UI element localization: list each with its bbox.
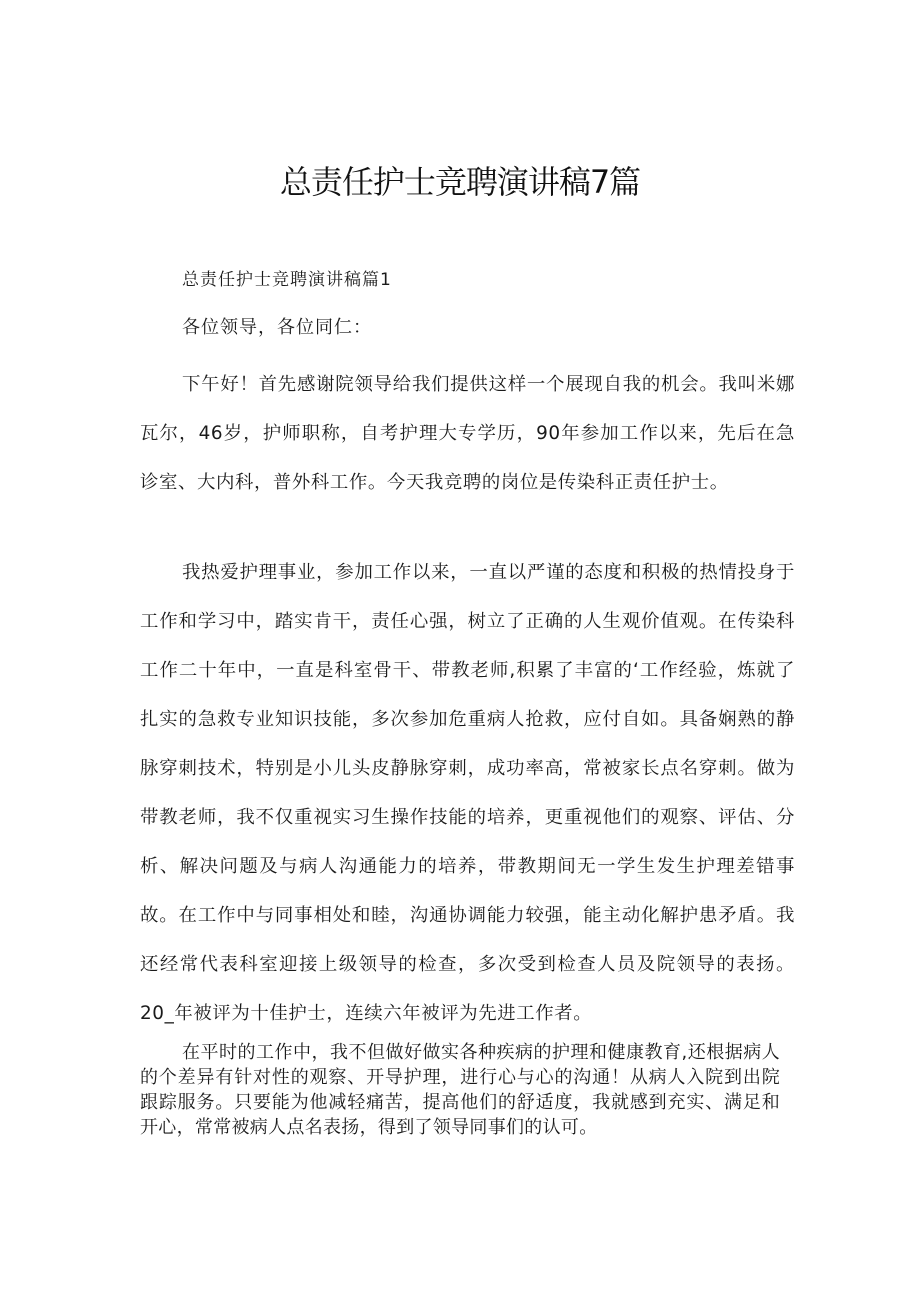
paragraph-3: 在平时的工作中，我不但做好做实各种疾病的护理和健康教育,还根据病人的个差异有针对性的观察、开导护理，进行心与心的沟通！从病人入院到出院跟踪服务。只要能为他减轻痛苦，提高他们的舒适度，我就感到充实、满足和开心，常常被病人点名表扬，得到了领导同事们的认可。 — [140, 1042, 780, 1138]
section-title: 总责任护士竞聘演讲稿篇1 — [182, 270, 392, 290]
greeting: 各位领导，各位同仁： — [182, 317, 372, 338]
paragraph-2: 我热爱护理事业，参加工作以来，一直以严谨的态度和积极的热情投身于工作和学习中，踏实肯干，责任心强，树立了正确的人生观价值观。在传染科工作二十年中，一直是科室骨干、带教老师,积累了丰富的‘工作经验，炼就了扎实的急救专业知识技能，多次参加危重病人抢救，应付自如。具备娴熟的静脉穿刺技术，特别是小儿头皮静脉穿刺，成功率高，常被家长点名穿刺。做为带教老师，我不仅重视实习生操作技能的培养，更重视他们的观察、评估、分析、解决问题及与病人沟通能力的培养，带教期间无一学生发生护理差错事故。在工作中与同事相处和睦，沟通协调能力较强，能主动化解护患矛盾。我还经常代表科室迎接上级领导的检查，多次受到检查人员及院领导的表扬。20_年被评为十佳护士，连续六年被评为先进工作者。 — [140, 562, 795, 1024]
paragraph-1: 下午好！首先感谢院领导给我们提供这样一个展现自我的机会。我叫米娜瓦尔，46岁，护师职称，自考护理大专学历，90年参加工作以来，先后在急诊室、大内科，普外科工作。今天我竞聘的岗位是传染科正责任护士。 — [140, 374, 795, 493]
document-title: 总责任护士竞聘演讲稿7篇 — [279, 163, 641, 201]
